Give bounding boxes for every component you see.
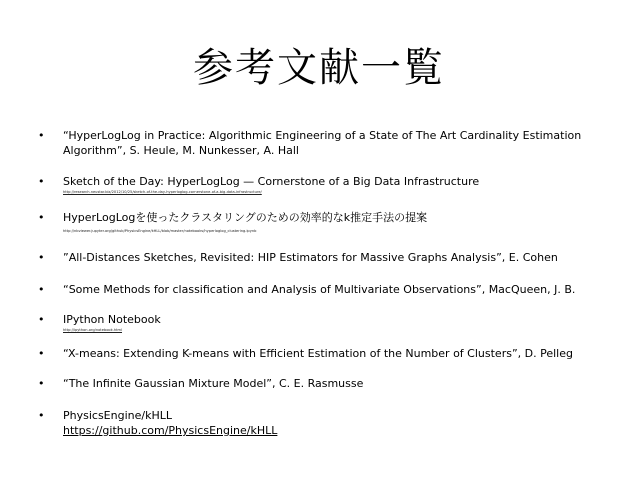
reference-text: “Some Methods for classification and Analysis of Multivariate Observations”, MacQueen, J. B.	[63, 283, 576, 296]
bullet: •	[38, 175, 45, 188]
bullet: •	[38, 283, 45, 296]
bullet: •	[38, 313, 45, 326]
reference-url[interactable]: http://nbviewer.jupyter.org/github/PhysicsEngine/kHLL/blob/master/notebooks/hyperloglog_clustering.ipynb	[63, 229, 257, 233]
reference-text: PhysicsEngine/kHLL	[63, 409, 172, 422]
bullet: •	[38, 347, 45, 360]
page-title: 参考文献一覧	[193, 45, 445, 91]
reference-text: Sketch of the Day: HyperLogLog — Cornerstone of a Big Data Infrastructure	[63, 175, 480, 188]
reference-text: “X-means: Extending K-means with Efficient Estimation of the Number of Clusters”, D. Pelleg	[63, 347, 573, 360]
reference-text: ”All-Distances Sketches, Revisited: HIP Estimators for Massive Graphs Analysis”, E. Cohen	[63, 251, 558, 264]
reference-text: “HyperLogLog in Practice: Algorithmic Engineering of a State of The Art Cardinality Estimation Algorithm”, S. Heule, M. Nunkesser, A. Hall	[63, 129, 582, 157]
reference-link[interactable]: https://github.com/PhysicsEngine/kHLL	[63, 424, 278, 437]
bullet: •	[38, 377, 45, 390]
bullet: •	[38, 251, 45, 264]
reference-text: IPython Notebook	[63, 313, 161, 326]
reference-text: “The Infinite Gaussian Mixture Model”, C. E. Rasmusse	[63, 377, 364, 390]
reference-text: HyperLogLogを使ったクラスタリングのための効率的なk推定手法の提案	[63, 211, 428, 224]
bullet: •	[38, 409, 45, 422]
bullet: •	[38, 129, 45, 142]
bullet: •	[38, 211, 45, 224]
reference-url[interactable]: http://ipython.org/notebook.html	[63, 328, 123, 332]
reference-url[interactable]: http://research.neustar.biz/2012/10/25/sketch-of-the-day-hyperloglog-cornerstone-of-a-big-data-infrastructure/	[63, 190, 262, 194]
